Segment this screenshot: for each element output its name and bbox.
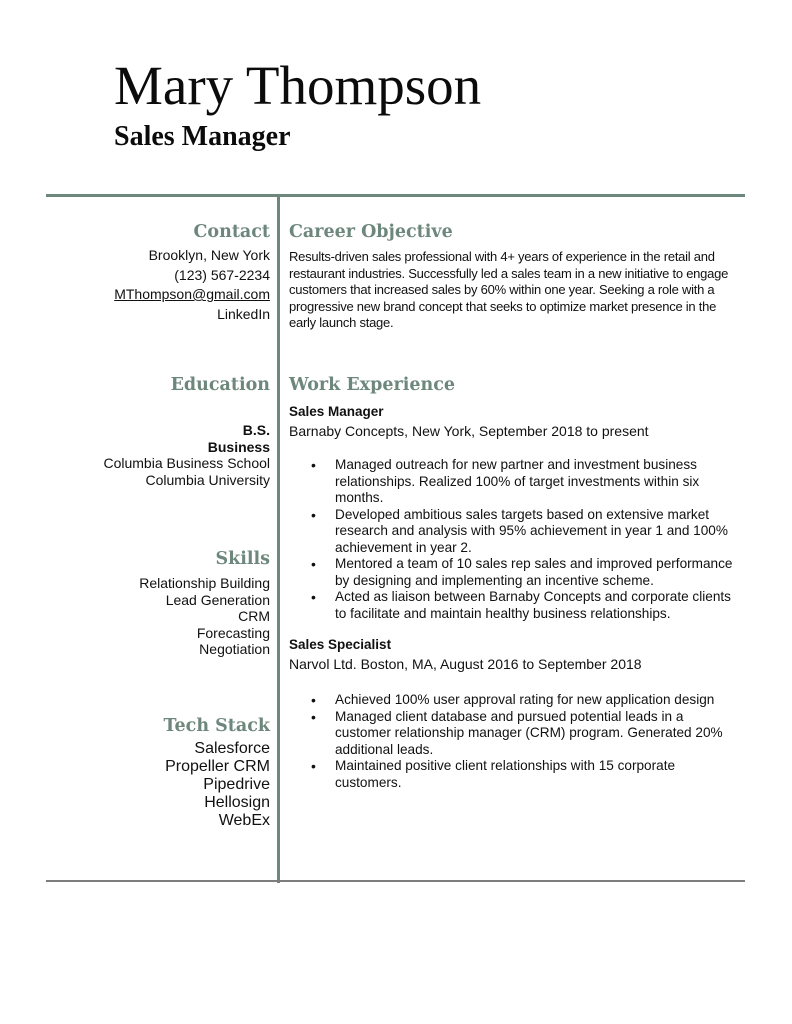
job-bullet: • Managed outreach for new partner and investment business relationships. Realized 100% of target investments within six months. <box>289 457 739 507</box>
job-title: Sales Specialist <box>289 637 392 652</box>
job-entry <box>289 403 739 622</box>
job-bullet: • Achieved 100% user approval rating for new application design <box>289 692 739 709</box>
skill-item: Negotiation <box>199 641 270 657</box>
job-bullet: • Developed ambitious sales targets based on extensive market research and analysis with 95% achievement in year 1 and 100% achievement in year 2. <box>289 507 739 557</box>
tech-stack-list <box>164 740 270 830</box>
contact-section <box>114 220 270 324</box>
job-meta: Barnaby Concepts, New York, September 2018 to present <box>289 423 649 439</box>
top-divider <box>46 194 745 197</box>
job-title: Sales Manager <box>289 404 384 419</box>
candidate-name: Mary Thompson <box>114 55 482 116</box>
tech-stack-heading: Tech Stack <box>163 716 270 736</box>
tech-item: Hellosign <box>204 794 270 811</box>
tech-stack-section <box>164 714 270 830</box>
skill-item: Forecasting <box>196 624 270 641</box>
tech-item: Pipedrive <box>203 776 270 793</box>
job-meta: Narvol Ltd. Boston, MA, August 2016 to September 2018 <box>289 656 642 672</box>
job-bullet: • Mentored a team of 10 sales rep sales and improved performance by designing and implementing an incentive scheme. <box>289 556 739 589</box>
skill-item: Lead Generation <box>165 591 270 608</box>
skill-item: Relationship Building <box>139 575 270 591</box>
contact-location: Brooklyn, New York <box>148 247 270 263</box>
tech-item: Salesforce <box>194 740 270 757</box>
contact-phone: (123) 567-2234 <box>174 266 270 283</box>
tech-item: Propeller CRM <box>165 758 270 775</box>
contact-linkedin-link[interactable]: LinkedIn <box>217 305 270 322</box>
career-objective-section <box>289 220 739 332</box>
contact-email-link[interactable]: MThompson@gmail.com <box>114 286 270 302</box>
work-experience-section <box>289 373 739 791</box>
job-bullet: • Acted as liaison between Barnaby Concepts and corporate clients to facilitate and maintain healthy business relationships. <box>289 589 739 622</box>
job-bullet: • Maintained positive client relationships with 15 corporate customers. <box>289 758 739 791</box>
skills-heading: Skills <box>215 549 270 569</box>
education-section <box>103 373 270 488</box>
education-school: Columbia Business School <box>103 455 270 471</box>
candidate-title: Sales Manager <box>114 121 291 152</box>
career-objective-text: Results-driven sales professional with 4+ years of experience in the retail and restaurant industries. Successfully led a sales team in a new initiative to engage customers that increased sales by 60% within one year. Seeking a role with a progressive new brand concept that seeks to optimize market presence in the early launch stage. <box>289 249 729 330</box>
bottom-divider <box>46 880 745 882</box>
education-degree: B.S. <box>242 422 270 438</box>
skills-list <box>139 575 270 658</box>
work-experience-heading: Work Experience <box>289 375 455 395</box>
education-university: Columbia University <box>145 471 270 488</box>
job-bullets <box>289 457 739 622</box>
education-heading: Education <box>170 375 270 395</box>
job-bullets <box>289 692 739 791</box>
job-bullet: • Managed client database and pursued potential leads in a customer relationship manager (CRM) program. Generated 20% additional leads. <box>289 709 739 759</box>
education-major: Business <box>207 438 270 455</box>
job-entry <box>289 636 739 791</box>
skill-item: CRM <box>238 608 270 624</box>
column-divider <box>277 194 280 883</box>
career-objective-heading: Career Objective <box>289 222 453 242</box>
tech-item: WebEx <box>218 812 270 829</box>
contact-heading: Contact <box>193 222 270 242</box>
skills-section <box>139 547 270 658</box>
